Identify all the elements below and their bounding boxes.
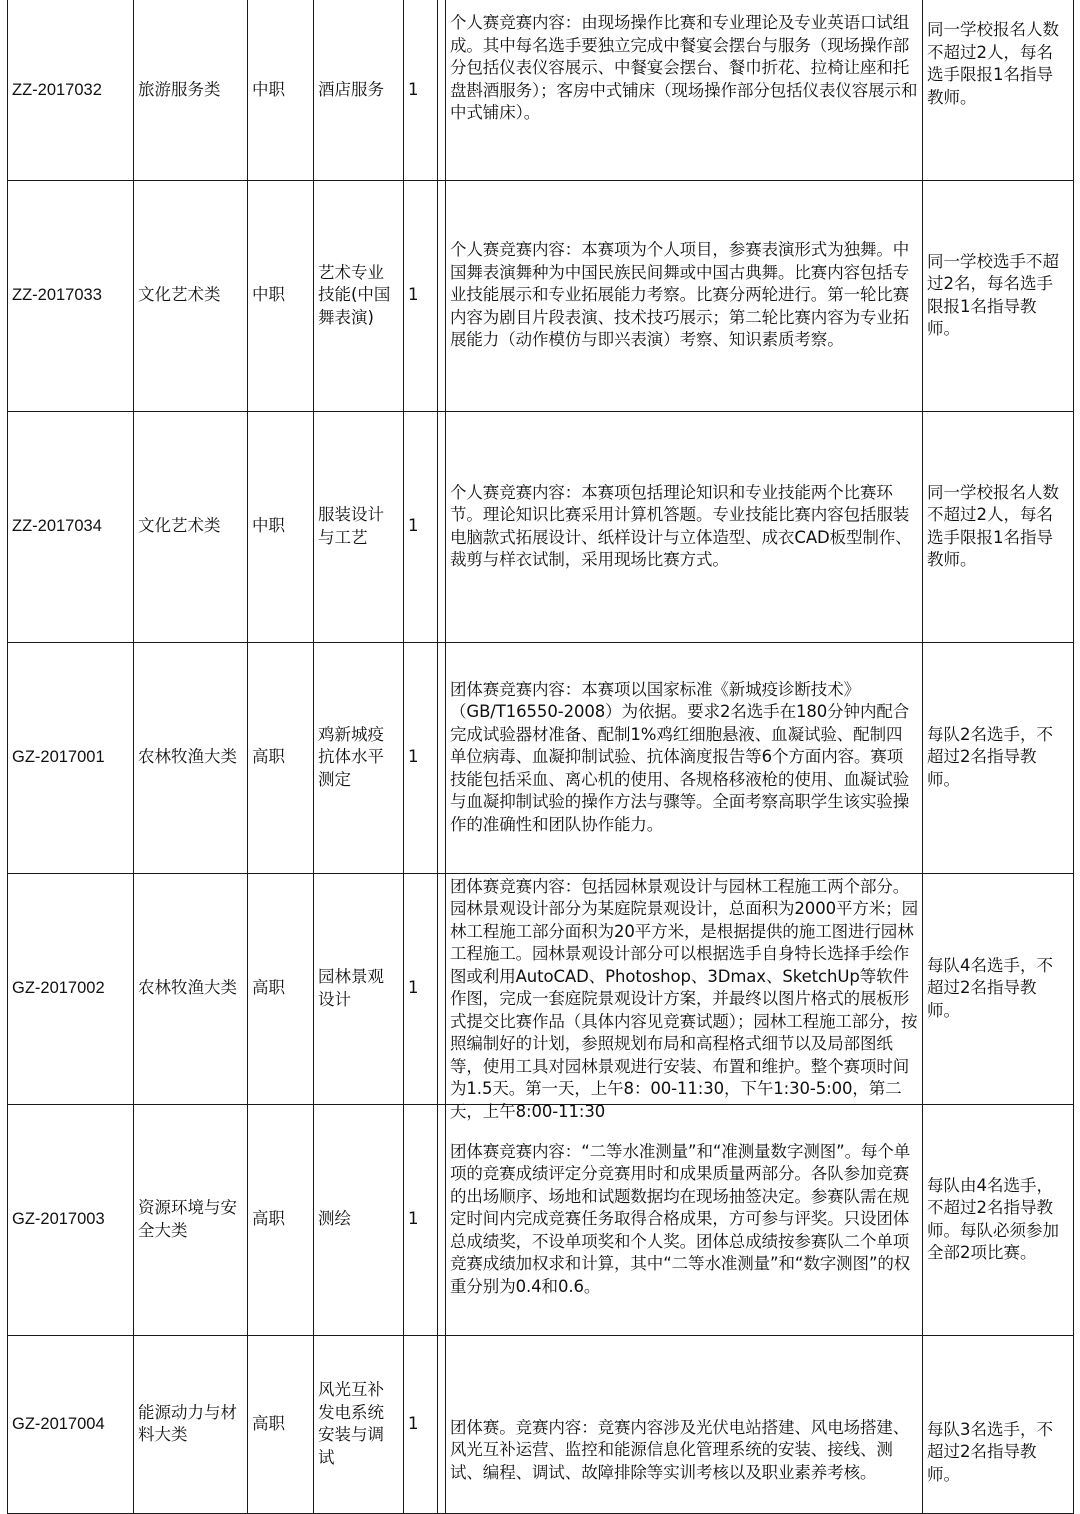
item-category: 文化艺术类: [134, 180, 248, 411]
item-note: 同一学校报名人数不超过2人，每名选手限报1名指导教师。: [923, 0, 1074, 180]
item-note: 每队3名选手，不超过2名指导教师。: [923, 1335, 1074, 1513]
item-id: GZ-2017004: [8, 1335, 134, 1513]
item-level: 中职: [248, 180, 314, 411]
item-name: 园林景观设计: [314, 873, 404, 1104]
item-name: 鸡新城疫抗体水平测定: [314, 642, 404, 873]
item-content: 团体赛。竞赛内容：竞赛内容涉及光伏电站搭建、风电场搭建、风光互补运营、监控和能源信息化管理系统的安装、接线、测试、编程、调试、故障排除等实训考核以及职业素养考核。: [446, 1335, 923, 1513]
table-row: [8, 411, 1074, 642]
item-id: ZZ-2017032: [8, 0, 134, 180]
item-id: GZ-2017002: [8, 873, 134, 1104]
item-note: 每队由4名选手，不超过2名指导教师。每队必须参加全部2项比赛。: [923, 1104, 1074, 1335]
item-name: 风光互补发电系统安装与调试: [314, 1335, 404, 1513]
item-level: 高职: [248, 1335, 314, 1513]
item-note: 同一学校选手不超过2名，每名选手限报1名指导教师。: [923, 180, 1074, 411]
item-name: 艺术专业技能(中国舞表演): [314, 180, 404, 411]
spacer-cell: [438, 0, 446, 180]
spacer-cell: [438, 180, 446, 411]
spacer-cell: [438, 1335, 446, 1513]
item-category: 农林牧渔大类: [134, 642, 248, 873]
table-row: [8, 0, 1074, 180]
item-category: 文化艺术类: [134, 411, 248, 642]
item-count: 1: [404, 642, 438, 873]
item-id: ZZ-2017034: [8, 411, 134, 642]
spacer-cell: [438, 1104, 446, 1335]
item-level: 中职: [248, 411, 314, 642]
item-content: [446, 873, 923, 1121]
item-level: 高职: [248, 873, 314, 1104]
spacer-cell: [438, 642, 446, 873]
item-count: 1: [404, 1104, 438, 1335]
item-content: 团体赛竞赛内容：“二等水准测量”和“准测量数字测图”。每个单项的竞赛成绩评定分竞赛用时和成果质量两部分。各队参加竞赛的出场顺序、场地和试题数据均在现场抽签决定。参赛队需在规定时间内完成竞赛任务取得合格成果，方可参与评奖。只设团体总成绩奖，不设单项奖和个人奖。团体总成绩按参赛队二个单项竞赛成绩加权求和计算，其中“二等水准测量”和“数字测图”的权重分别为0.4和0.6。: [446, 1104, 923, 1335]
item-name: 服装设计与工艺: [314, 411, 404, 642]
item-note: 同一学校报名人数不超过2人，每名选手限报1名指导教师。: [923, 411, 1074, 642]
spacer-cell: [438, 873, 446, 1104]
item-level: 高职: [248, 1104, 314, 1335]
table-row: [8, 180, 1074, 411]
item-content: 团体赛竞赛内容：本赛项以国家标准《新城疫诊断技术》（GB/T16550-2008）为依据。要求2名选手在180分钟内配合完成试验器材准备、配制1%鸡红细胞悬液、血凝试验、配制四单位病毒、血凝抑制试验、抗体滴度报告等6个方面内容。赛项技能包括采血、离心机的使用、各规格移液枪的使用、血凝试验与血凝抑制试验的操作方法与骤等。全面考察高职学生该实验操作的准确性和团队协作能力。: [446, 642, 923, 873]
item-name: 测绘: [314, 1104, 404, 1335]
item-category: 资源环境与安全大类: [134, 1104, 248, 1335]
table-row: [8, 873, 1074, 1104]
item-count: 1: [404, 180, 438, 411]
item-id: GZ-2017001: [8, 642, 134, 873]
item-level: 高职: [248, 642, 314, 873]
table-row: [8, 1104, 1074, 1335]
item-name: 酒店服务: [314, 0, 404, 180]
item-count: 1: [404, 1335, 438, 1513]
item-category: 能源动力与材料大类: [134, 1335, 248, 1513]
item-note: 每队4名选手，不超过2名指导教师。: [923, 873, 1074, 1104]
item-note: 每队2名选手，不超过2名指导教师。: [923, 642, 1074, 873]
item-content: 个人赛竞赛内容：本赛项包括理论知识和专业技能两个比赛环节。理论知识比赛采用计算机答题。专业技能比赛内容包括服装电脑款式拓展设计、纸样设计与立体造型、成衣CAD板型制作、裁剪与样衣试制，采用现场比赛方式。: [446, 411, 923, 642]
item-count: 1: [404, 873, 438, 1104]
item-content: 个人赛竞赛内容：由现场操作比赛和专业理论及专业英语口试组成。其中每名选手要独立完成中餐宴会摆台与服务（现场操作部分包括仪表仪容展示、中餐宴会摆台、餐巾折花、拉椅让座和托盘斟酒服务）；客房中式铺床（现场操作部分包括仪表仪容展示和中式铺床）。: [446, 0, 923, 180]
table-row: [8, 1335, 1074, 1513]
item-level: 中职: [248, 0, 314, 180]
spacer-cell: [438, 411, 446, 642]
item-content-text: 团体赛竞赛内容：包括园林景观设计与园林工程施工两个部分。园林景观设计部分为某庭院景观设计，总面积为2000平方米；园林工程施工部分面积为20平方米，是根据提供的施工图进行园林工程施工。园林景观设计部分可以根据选手自身特长选择手绘作图或利用AutoCAD、Photoshop、3Dmax、SketchUp等软件作图，完成一套庭院景观设计方案，并最终以图片格式的展板形式提交比赛作品（具体内容见竞赛试题）；园林工程施工部分，按照编制好的计划，参照规划布局和高程格式细节以及局部图纸等，使用工具对园林景观进行安装、布置和维护。整个赛项时间为1.5天。第一天，上午8：00-11:30，下午1:30-5:00，第二天，上午8:00-11:30: [450, 876, 918, 1121]
item-id: ZZ-2017033: [8, 180, 134, 411]
item-content: 个人赛竞赛内容：本赛项为个人项目，参赛表演形式为独舞。中国舞表演舞种为中国民族民间舞或中国古典舞。比赛内容包括专业技能展示和专业拓展能力考察。比赛分两轮进行。第一轮比赛内容为剧目片段表演、技术技巧展示；第二轮比赛内容为专业拓展能力（动作模仿与即兴表演）考察、知识素质考察。: [446, 180, 923, 411]
item-count: 1: [404, 411, 438, 642]
item-category: 旅游服务类: [134, 0, 248, 180]
table-row: [8, 642, 1074, 873]
item-category: 农林牧渔大类: [134, 873, 248, 1104]
item-count: 1: [404, 0, 438, 180]
item-id: GZ-2017003: [8, 1104, 134, 1335]
competition-table: [7, 0, 1074, 1514]
